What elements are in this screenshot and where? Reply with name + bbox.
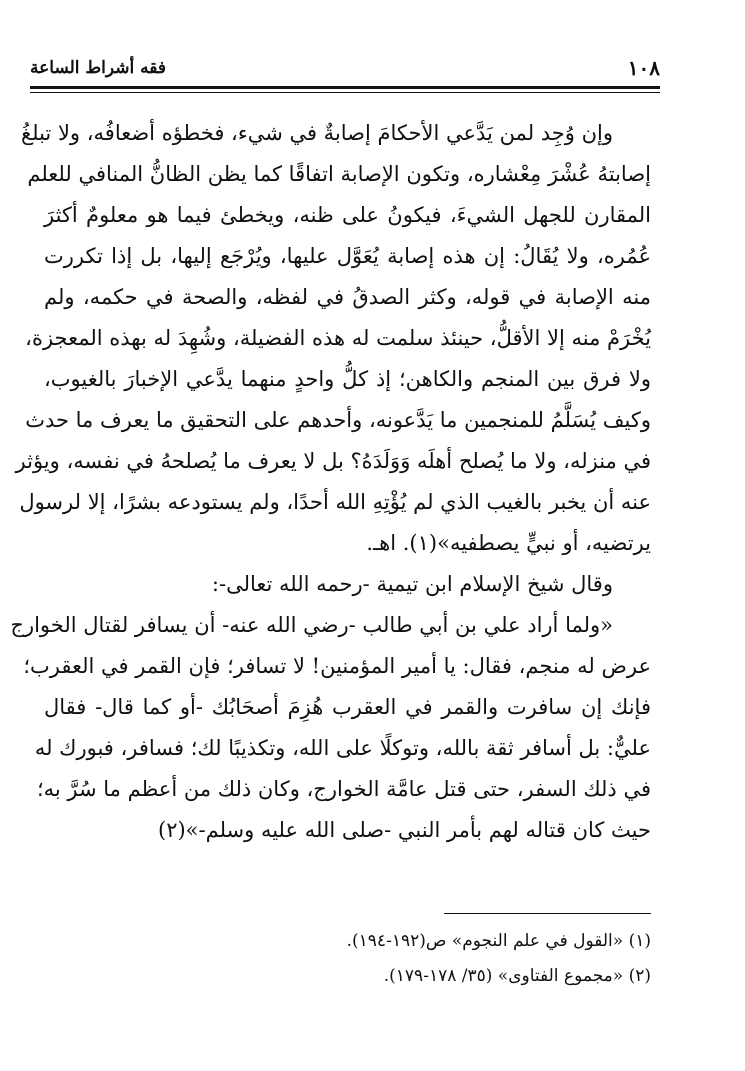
header-rule-thick — [30, 86, 660, 89]
text-line: عليٌّ: بل أسافر ثقة بالله، وتوكلًا على الله، وتكذيبًا لك؛ فسافر، فبورك له — [34, 736, 651, 760]
page-number: ١٠٨ — [627, 56, 660, 80]
text-line: إصابتهُ عُشْرَ مِعْشاره، وتكون الإصابة اتفاقًا كما يظن الظانُّ المنافي للعلم — [27, 162, 651, 186]
footnotes — [44, 924, 651, 994]
running-title: فقه أشراط الساعة — [30, 58, 166, 78]
text-line: حيث كان قتاله لهم بأمر النبي -صلى الله عليه وسلم-»(٢) — [158, 818, 651, 842]
text-line: ولا فرق بين المنجم والكاهن؛ إذ كلُّ واحدٍ منهما يدَّعي الإخبارَ بالغيوب، — [44, 367, 651, 391]
text-line: منه الإصابة في قوله، وكثر الصدقُ في لفظه، والصحة في حكمه، ولم — [44, 285, 651, 309]
text-line: وكيف يُسَلَّمُ للمنجمين ما يَدَّعونه، وأحدهم على التحقيق ما يعرف ما حدث — [25, 408, 651, 432]
page-header — [30, 56, 660, 86]
footnote: (٢) «مجموع الفتاوى» (٣٥/ ١٧٨-١٧٩). — [383, 966, 651, 986]
text-line: المقارن للجهل الشيءَ، فيكونُ على ظنه، ويخطئ فيما هو معلومٌ أكثرَ — [44, 203, 651, 227]
text-line: عرض له منجم، فقال: يا أمير المؤمنين! لا تسافر؛ فإن القمر في العقرب؛ — [23, 654, 651, 678]
text-line: في ذلك السفر، حتى قتل عامَّة الخوارج، وكان ذلك من أعظم ما سُرَّ به؛ — [36, 777, 651, 801]
text-line: فإنك إن سافرت والقمر في العقرب هُزِمَ أصحَابُك -أو كما قال- فقال — [44, 695, 651, 719]
body-text — [10, 113, 651, 851]
text-line: في منزله، ولا ما يُصلح أهلَه وَوَلَدَهُ؟ بل لا يعرف ما يُصلحهُ في نفسه، ويؤثر — [15, 449, 651, 473]
text-line: وقال شيخ الإسلام ابن تيمية -رحمه الله تعالى-: — [211, 572, 613, 596]
text-line: يرتضيه، أو نبيٍّ يصطفيه»(١). اهـ. — [366, 531, 651, 555]
footnote: (١) «القول في علم النجوم» ص(١٩٢-١٩٤). — [346, 931, 651, 951]
text-line: وإن وُجِد لمن يَدَّعي الأحكامَ إصابةٌ في شيء، فخطؤه أضعافُه، ولا تبلغُ — [20, 121, 613, 145]
footnote-separator — [444, 913, 651, 914]
header-rule-thin — [30, 92, 660, 93]
text-line: عُمُره، ولا يُقَالُ: إن هذه إصابة يُعَوَّل عليها، ويُرْجَع إليها، بل إذا تكررت — [44, 244, 651, 268]
text-line: «ولما أراد علي بن أبي طالب -رضي الله عنه- أن يسافر لقتال الخوارج — [10, 613, 613, 637]
text-line: يُخْرَمْ منه إلا الأقلُّ، حينئذ سلمت له هذه الفضيلة، وشُهِدَ له بهذه المعجزة، — [25, 326, 651, 350]
text-line: عنه أن يخبر بالغيب الذي لم يُؤْتِهِ الله أحدًا، ولم يستودعه بشرًا، إلا لرسول — [19, 490, 651, 514]
